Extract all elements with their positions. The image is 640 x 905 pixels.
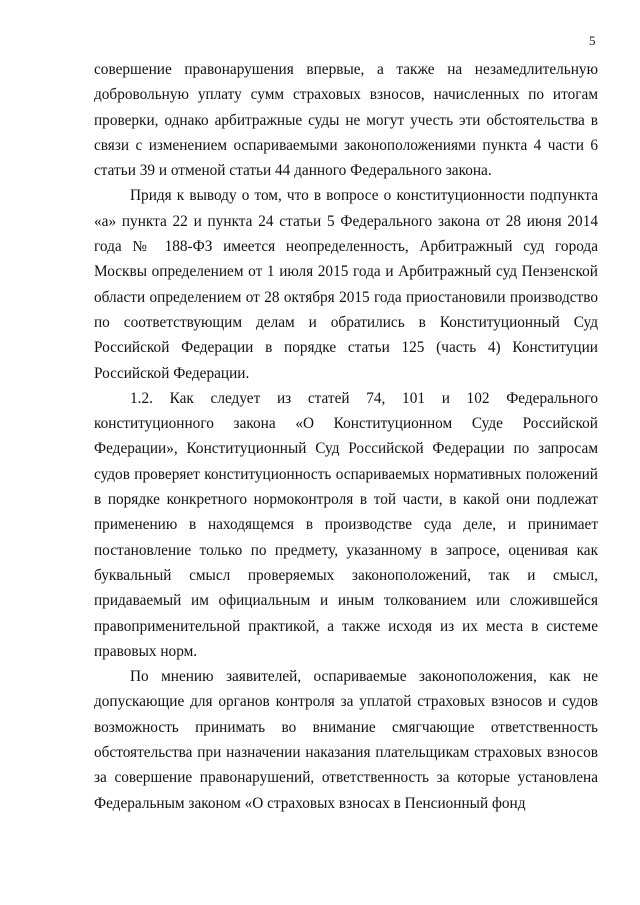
page-number: 5 [589,33,596,48]
paragraph-1: совершение правонарушения впервые, а также на незамедлительную добровольную уплату сумм страховых взносов, начисленных по итогам проверки, однако арбитражные суды не могут учесть эти обстоятельства в связи с изменением оспариваемыми законоположениями пункта 4 части 6 статьи 39 и отменой статьи 44 данного Федерального закона. [94,61,598,180]
paragraph-4: По мнению заявителей, оспариваемые законоположения, как не допускающие для органов контроля за уплатой страховых взносов и судов возможность принимать во внимание смягчающие ответственность обстоятельства при назначении наказания плательщикам страховых взносов за совершение правонарушений, ответственность за которые установлена Федеральным законом «О страховых взносах в Пенсионный фонд [94,668,598,812]
paragraph-2: Придя к выводу о том, что в вопросе о конституционности подпункта «а» пункта 22 и пункта 24 статьи 5 Федерального закона от 28 июня 2014 года № 188-ФЗ имеется неопределенность, Арбитражный суд города Москвы определением от 1 июля 2015 года и Арбитражный суд Пензенской области определением от 28 октября 2015 года приостановили производство по соответствующим делам и обратились в Конституционный Суд Российской Федерации в порядке статьи 125 (часть 4) Конституции Российской Федерации. [94,187,598,382]
document-body [94,57,598,816]
paragraph-3: 1.2. Как следует из статей 74, 101 и 102 Федерального конституционного закона «О Конституционном Суде Российской Федерации», Конституционный Суд Российской Федерации по запросам судов проверяет конституционность оспариваемых нормативных положений в порядке конкретного нормоконтроля в той части, в какой они подлежат применению в находящемся в производстве суда деле, и принимает постановление только по предмету, указанному в запросе, оценивая как буквальный смысл проверяемых законоположений, так и смысл, придаваемый им официальным и иным толкованием или сложившейся правоприменительной практикой, а также исходя из их места в системе правовых норм. [94,389,598,660]
